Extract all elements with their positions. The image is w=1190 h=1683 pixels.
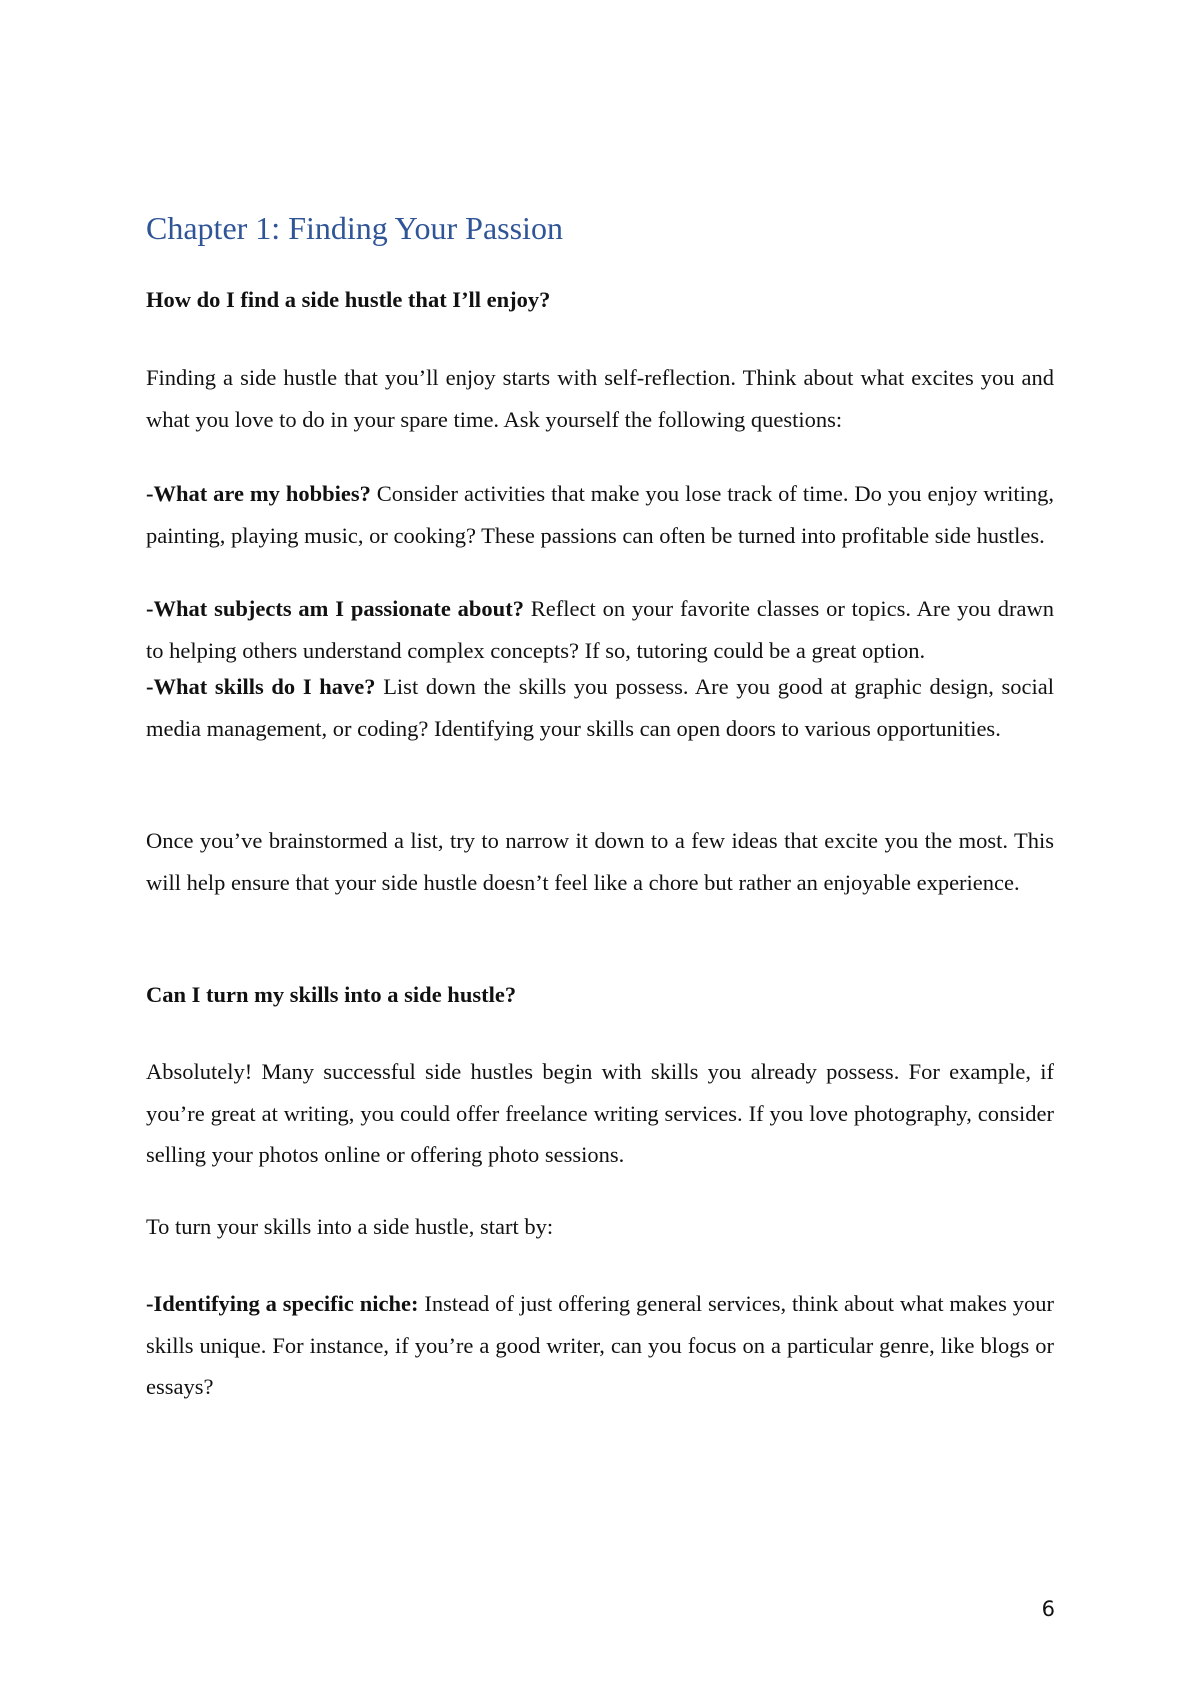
question-skills xyxy=(146,666,1054,749)
question-label-skills: -What skills do I have? xyxy=(146,674,376,699)
page-number: 6 xyxy=(1041,1597,1055,1621)
chapter-title: Chapter 1: Finding Your Passion xyxy=(146,210,563,246)
question-text-skills: List down the skills you possess. Are you good at graphic design, social media management, or coding? Identifying your skills can open doors to various opportunities. xyxy=(146,674,1054,741)
paragraph-narrow-down: Once you’ve brainstormed a list, try to narrow it down to a few ideas that excite you the most. This will help ensure that your side hustle doesn’t feel like a chore but rather an enjoyable experience. xyxy=(146,828,1054,895)
question-label-hobbies: -What are my hobbies? xyxy=(146,481,371,506)
section-heading-find-side-hustle: How do I find a side hustle that I’ll enjoy? xyxy=(146,287,551,312)
step-label-identify-niche: -Identifying a specific niche: xyxy=(146,1291,419,1316)
question-hobbies xyxy=(146,473,1054,556)
paragraph-start-by: To turn your skills into a side hustle, start by: xyxy=(146,1214,554,1239)
question-label-subjects: -What subjects am I passionate about? xyxy=(146,596,524,621)
section-heading-skills-side-hustle: Can I turn my skills into a side hustle? xyxy=(146,982,517,1007)
step-identify-niche xyxy=(146,1283,1054,1408)
question-text-hobbies: Consider activities that make you lose track of time. Do you enjoy writing, painting, playing music, or cooking? These passions can often be turned into profitable side hustles. xyxy=(146,481,1055,548)
paragraph-self-reflection: Finding a side hustle that you’ll enjoy starts with self-reflection. Think about what excites you and what you love to do in your spare time. Ask yourself the following questions: xyxy=(146,365,1054,432)
question-subjects xyxy=(146,588,1054,671)
paragraph-absolutely: Absolutely! Many successful side hustles begin with skills you already possess. For example, if you’re great at writing, you could offer freelance writing services. If you love photography, consider selling your photos online or offering photo sessions. xyxy=(146,1059,1054,1167)
step-text-identify-niche: Instead of just offering general services, think about what makes your skills unique. For instance, if you’re a good writer, can you focus on a particular genre, like blogs or essays? xyxy=(146,1291,1054,1399)
question-text-subjects: Reflect on your favorite classes or topics. Are you drawn to helping others understand complex concepts? If so, tutoring could be a great option. xyxy=(146,596,1054,663)
